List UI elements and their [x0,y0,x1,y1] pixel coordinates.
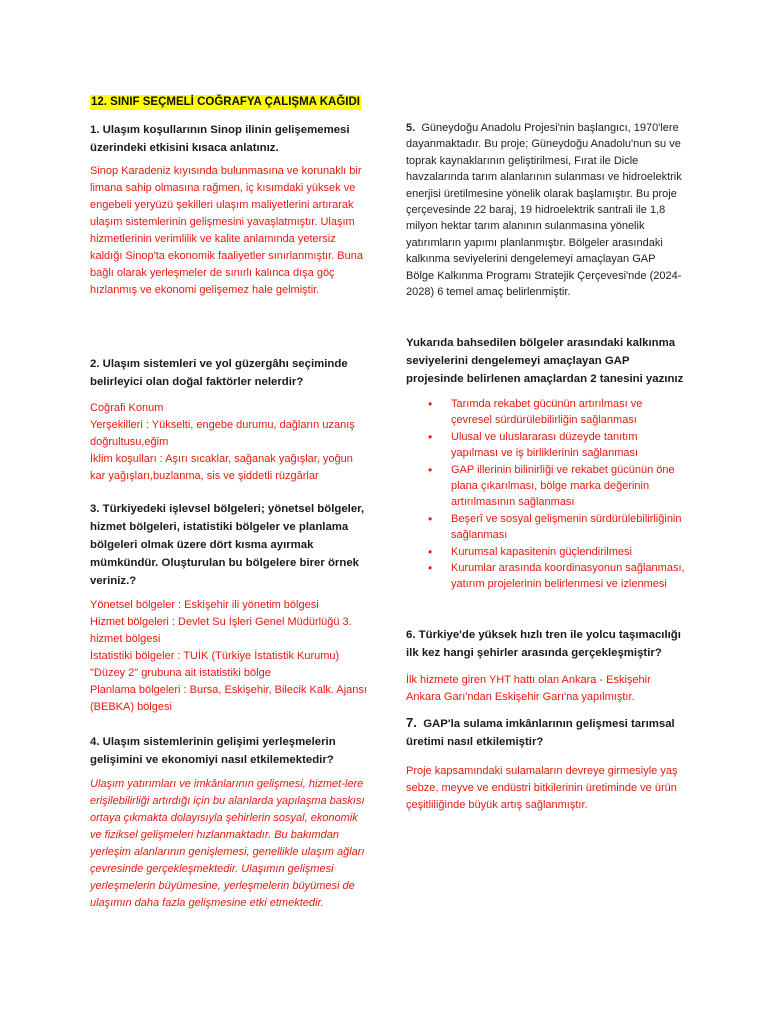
list-item: • Tarımda rekabet gücünün artırılması ve çevresel sürdürülebilirliğin sağlanması [428,397,643,427]
answer-3-line: Yönetsel bölgeler : Eskişehir ili yönetim bölgesi [90,599,319,611]
answer-6: İlk hizmete giren YHT hattı olan Ankara - Eskişehir Ankara Garı'ndan Eskişehir Garı'na yapılmıştır. [406,674,651,703]
q5-text: Güneydoğu Anadolu Projesi'nin başlangıcı, 1970'lere dayanmaktadır. Bu proje; Güneydoğu Anadolu'nun su ve toprak kaynaklarının geliştirilmesi, Fırat ile Dicle havzalarında tarım alanlarının sulanması ve hidroelektrik enerjisi üretilmesine yönelik olarak başlamıştır. Bu proje çerçevesinde 22 baraj, 19 hidroelektrik santrali ile 1,8 milyon hektar tarım alanının sulanmasına yönelik yatırımların yapımı planlanmıştır. Bölgeler arasındaki kalkınma seviyelerini dengelemeyi amaçlayan GAP Bölge Kalkınma Programı Stratejik Çerçevesi'nde (2024-2028) 6 temel amaç belirlenmiştir. [406,122,682,299]
worksheet-title: 12. SINIF SEÇMELİ COĞRAFYA ÇALIŞMA KAĞIDI [91,96,360,108]
answer-3 [90,597,372,716]
question-2: 2. Ulaşım sistemleri ve yol güzergâhı seçiminde belirleyici olan doğal faktörler nelerdir? [90,358,348,388]
q7-number: 7. [406,715,417,730]
q5-bullet-list [424,396,686,593]
question-1: 1. Ulaşım koşullarının Sinop ilinin gelişememesi üzerindeki etkisini kısaca anlatınız. [90,124,350,154]
question-3: 3. Türkiyedeki işlevsel bölgeleri; yönetsel bölgeler, hizmet bölgeleri, istatistiki bölgeler ve planlama bölgeleri olmak üzere dört kısma ayırmak mümkündür. Oluşturulan bu bölgelere birer örnek veriniz.? [90,503,365,587]
list-item: • Beşerî ve sosyal gelişmenin sürdürülebilirliğinin sağlanması [428,511,682,542]
question-5: Yukarıda bahsedilen bölgeler arasındaki kalkınma seviyelerini dengelemeyi amaçlayan GAP projesinde belirlenen amaçlardan 2 tanesini yazınız [406,337,684,385]
list-item: • Kurumlar arasında koordinasyonun sağlanması, yatırım projelerinin belirlenmesi ve izlenmesi [428,561,685,591]
answer-2-line: Coğrafi Konum [90,402,164,414]
answer-3-line: Hizmet bölgeleri : Devlet Su İşleri Genel Müdürlüğü 3. hizmet bölgesi [90,616,352,645]
answer-3-line: İstatistiki bölgeler : TUİK (Türkiye İstatistik Kurumu) "Düzey 2" grubuna ait istatistiki bölge [90,650,340,679]
bullet-icon: • [428,429,433,444]
q5-number: 5. [406,122,416,134]
answer-2-line: Yerşekilleri : Yükselti, engebe durumu, dağların uzanış doğrultusu,eğim [90,419,355,448]
bullet-icon: • [428,561,433,576]
question-7: 7. GAP'la sulama imkânlarının gelişmesi tarımsal üretimi nasıl etkilemiştir? [406,715,675,748]
bullet-icon: • [428,511,433,526]
list-item: • GAP illerinin bilinirliği ve rekabet gücünün öne plana çıkarılması, bölge marka değerinin artırılmasının sağlanması [428,462,675,509]
answer-1: Sinop Karadeniz kıyısında bulunmasına ve korunaklı bir limana sahip olmasına rağmen, iç kısımdaki yüksek ve engebeli yeryüzü şekilleri ulaşım maliyetlerini artırarak ulaşım sistemlerinin gelişmesini yavaşlatmıştır. Ulaşım hizmetlerinin verimlilik ve kalite anlamında yetersiz kaldığı Sinop'ta ekonomik faaliyetler sınırlanmıştır. Buna bağlı olarak yerleşmeler de sınırlı kalınca dışa göç hızlanmış ve ekonomi gelişemez hale gelmiştir. [90,165,363,296]
bullet-icon: • [428,397,433,411]
list-item: • Ulusal ve uluslararası düzeyde tanıtım yapılması ve iş birliklerinin sağlanması [428,429,639,460]
answer-3-line: Planlama bölgeleri : Bursa, Eskişehir, Bilecik Kalk. Ajansı (BEBKA) bölgesi [90,684,367,713]
answer-2-line: İklim koşulları : Aşırı sıcaklar, sağanak yağışlar, yoğun kar yağışları,buzlanma, sis ve şiddetli rüzgârlar [90,453,353,482]
answer-2 [90,400,370,485]
q5-text-block [406,120,682,300]
question-6: 6. Türkiye'de yüksek hızlı tren ile yolcu taşımacılığı ilk kez hangi şehirler arasında gerçekleşmiştir? [406,629,681,659]
answer-7: Proje kapsamındaki sulamaların devreye girmesiyle yaş sebze, meyve ve endüstri bitkilerinin üretiminde ve ürün çeşitliliğinde büyük artış sağlanmıştır. [406,765,678,811]
answer-4: Ulaşım yatırımları ve imkânlarının gelişmesi, hizmet-lere erişilebilirliği artırdığı için bu alanlarda yapılaşma baskısı ortaya çıkmakta dolayısıyla şehirlerin sosyal, ekonomik ve fiziksel gelişmeleri hızlanmaktadır. Bu bakımdan yerleşim alanlarının genişlemesi, genellikle ulaşım ağları çevresinde gerçekleşmektedir. Ulaşımın gelişmesi yerleşmelerin büyümesine, yerleşmelerin büyümesi de ulaşımın daha fazla gelişmesine etki etmektedir. [90,778,365,909]
list-item: • Kurumsal kapasitenin güçlendirilmesi [428,544,632,559]
question-4: 4. Ulaşım sistemlerinin gelişimi yerleşmelerin gelişimini ve ekonomiyi nasıl etkilemektedir? [90,736,336,766]
bullet-icon: • [428,462,433,477]
bullet-icon: • [428,544,433,559]
